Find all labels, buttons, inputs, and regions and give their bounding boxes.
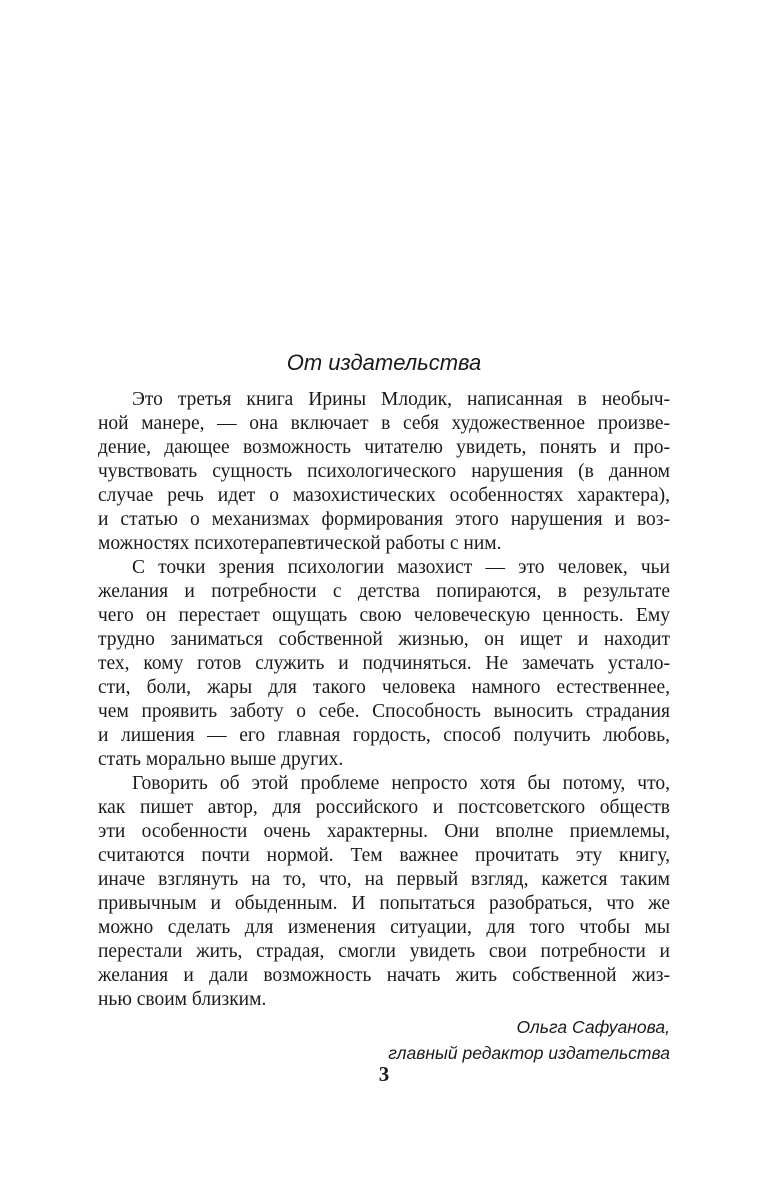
text-line: Это третья книга Ирины Млодик, написанная в необыч- [132, 389, 670, 410]
text-line: трудно заниматься собственной жизнью, он ищет и находит [98, 629, 670, 650]
text-line: перестали жить, страдая, смогли увидеть свои потребности и [98, 941, 670, 962]
text-line: дение, дающее возможность читателю увидеть, понять и про- [98, 437, 670, 458]
signature-name: Ольга Сафуанова, [516, 1017, 670, 1037]
page-content [98, 348, 670, 1066]
text-line: считаются почти нормой. Тем важнее прочитать эту книгу, [98, 845, 670, 866]
text-line: нью своим близким. [98, 989, 267, 1010]
text-line: чего он перестает ощущать свою человеческую ценность. Ему [98, 605, 670, 626]
paragraph [98, 772, 670, 1012]
paragraph [98, 388, 670, 556]
page-title: От издательства [286, 350, 482, 375]
text-line: можно сделать для изменения ситуации, для того чтобы мы [98, 917, 670, 938]
text-line: чем проявить заботу о себе. Способность выносить страдания [98, 701, 670, 722]
text-line: чувствовать сущность психологического нарушения (в данном [98, 461, 670, 482]
text-line: эти особенности очень характерны. Они вполне приемлемы, [98, 821, 670, 842]
text-line: и лишения — его главная гордость, способ получить любовь, [98, 725, 670, 746]
text-line: привычным и обыденным. И попытаться разобраться, что же [98, 893, 670, 914]
body-text [98, 388, 670, 1012]
text-line: иначе взглянуть на то, что, на первый взгляд, кажется таким [98, 869, 670, 890]
text-line: Говорить об этой проблеме непросто хотя бы потому, что, [132, 773, 670, 794]
paragraph [98, 556, 670, 772]
text-line: ной манере, — она включает в себя художественное произве- [98, 413, 670, 434]
text-line: С точки зрения психологии мазохист — это человек, чьи [132, 557, 670, 578]
text-line: желания и дали возможность начать жить собственной жиз- [98, 965, 670, 986]
text-line: тех, кому готов служить и подчиняться. Не замечать устало- [98, 653, 670, 674]
signature-role: главный редактор издательства [388, 1043, 670, 1063]
page-number: 3 [378, 1062, 390, 1086]
text-line: стать морально выше других. [98, 749, 344, 770]
text-line: и статью о механизмах формирования этого нарушения и воз- [98, 509, 670, 530]
text-line: сти, боли, жары для такого человека намного естественнее, [98, 677, 670, 698]
text-line: случае речь идет о мазохистических особенностях характера), [98, 485, 670, 506]
text-line: можностях психотерапевтической работы с ним. [98, 533, 502, 554]
signature [98, 1014, 670, 1066]
text-line: как пишет автор, для российского и постсоветского обществ [98, 797, 670, 818]
text-line: желания и потребности с детства попираются, в результате [98, 581, 670, 602]
